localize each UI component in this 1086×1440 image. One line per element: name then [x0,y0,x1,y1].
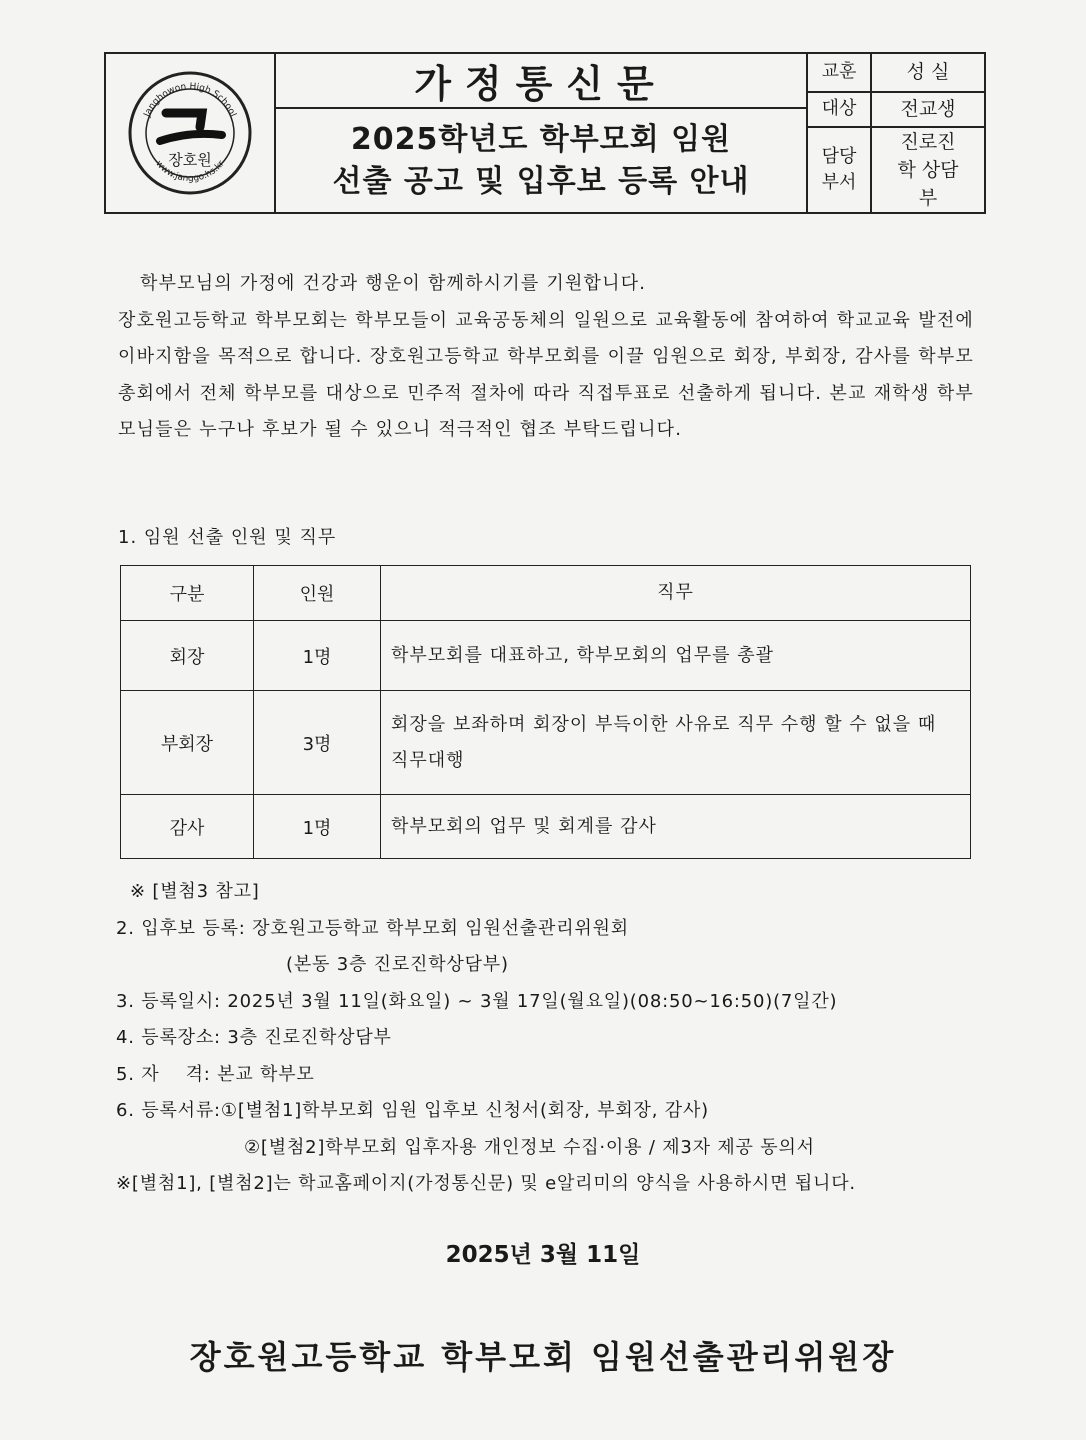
table-note: ※ [별첨3 참고] [130,881,260,902]
intro-paragraph [118,266,974,449]
item-6-line-2: ②[별첨2]학부모회 입후자용 개인정보 수집·이용 / 제3자 제공 동의서 [244,1136,815,1158]
info-value: 성 실 [906,61,950,84]
duty-cell: 학부모회를 대표하고, 학부모회의 업무를 총괄 [381,621,971,691]
item-2-line-2: (본동 3층 진로진학상담부) [286,954,509,975]
column-header: 구분 [121,566,254,621]
title-cell [276,54,808,212]
header-box [104,52,986,214]
intro-body-text: 장호원고등학교 학부모회는 학부모들이 교육공동체의 일원으로 교육활동에 참여하여 학교교육 발전에 이바지함을 목적으로 합니다. 장호원고등학교 학부모회를 이끌 임원으로 회장, 부회장, 감사를 학부모총회에서 전체 학부모를 대상으로 민주적 절차에 따라 직접투표로 선출하게 됩니다. 본교 재학생 학부모님들은 누구나 후보가 될 수 있으니 적극적인 협조 부탁드립니다. [118,309,974,440]
info-row-target [808,93,984,128]
info-key: 담당 부서 [808,128,872,212]
item-3: 3. 등록일시: 2025년 3월 11일(화요일) ~ 3월 17일(월요일)(08:50~16:50)(7일간) [116,990,838,1012]
count-cell: 1명 [254,795,381,859]
subtitle-line-1: 2025학년도 학부모회 임원 [350,121,732,157]
column-header: 직무 [381,566,971,621]
role-cell: 감사 [121,795,254,859]
item-4: 4. 등록장소: 3층 진로진학상담부 [116,1027,392,1048]
count-cell: 3명 [254,691,381,795]
info-row-motto [808,54,984,93]
column-header: 인원 [254,566,381,621]
role-cell: 회장 [121,621,254,691]
info-key: 대상 [808,93,872,126]
role-cell: 부회장 [121,691,254,795]
logo-url-text: www.janggo.hs.kr [153,158,227,185]
duty-cell: 학부모회의 업무 및 회계를 감사 [381,795,971,859]
officer-table [120,565,971,859]
attachment-footnote: ※[별첨1], [별첨2]는 학교홈페이지(가정통신문) 및 e알리미의 양식을 사용하시면 됩니다. [116,1173,856,1194]
notice-subtitle [276,109,806,212]
count-cell: 1명 [254,621,381,691]
logo-cell [106,54,276,212]
duty-cell: 회장을 보좌하며 회장이 부득이한 사유로 직무 수행 할 수 없을 때 직무대행 [381,691,971,795]
item-6-line-1: 6. 등록서류:①[별첨1]학부모회 임원 입후보 신청서(회장, 부회장, 감사) [116,1100,709,1121]
info-key: 교훈 [808,54,872,91]
signer-title: 장호원고등학교 학부모회 임원선출관리위원장 [189,1338,897,1376]
logo-ring-text: Janghowon High School [142,81,238,119]
subtitle-line-2: 선출 공고 및 입후보 등록 안내 [332,163,750,199]
school-emblem-icon [126,69,254,197]
table-row [121,795,971,859]
item-2-line-1: 2. 입후보 등록: 장호원고등학교 학부모회 임원선출관리위원회 [116,917,629,939]
info-row-department [808,128,984,212]
issue-date: 2025년 3월 11일 [445,1242,641,1268]
info-value: 전교생 [900,98,956,121]
registration-items [116,874,996,1203]
greeting-text: 학부모님의 가정에 건강과 행운이 함께하시기를 기원합니다. [140,273,647,294]
item-5: 5. 자 격: 본교 학부모 [116,1063,315,1085]
info-value: 진로진학 상담부 [897,131,959,209]
info-cell [808,54,984,212]
table-row [121,691,971,795]
logo-name: 장호원 [168,151,212,169]
table-row [121,621,971,691]
section-1-heading: 1. 임원 선출 인원 및 직무 [118,527,337,548]
page-title: 가정통신문 [276,54,806,109]
table-header-row [121,566,971,621]
